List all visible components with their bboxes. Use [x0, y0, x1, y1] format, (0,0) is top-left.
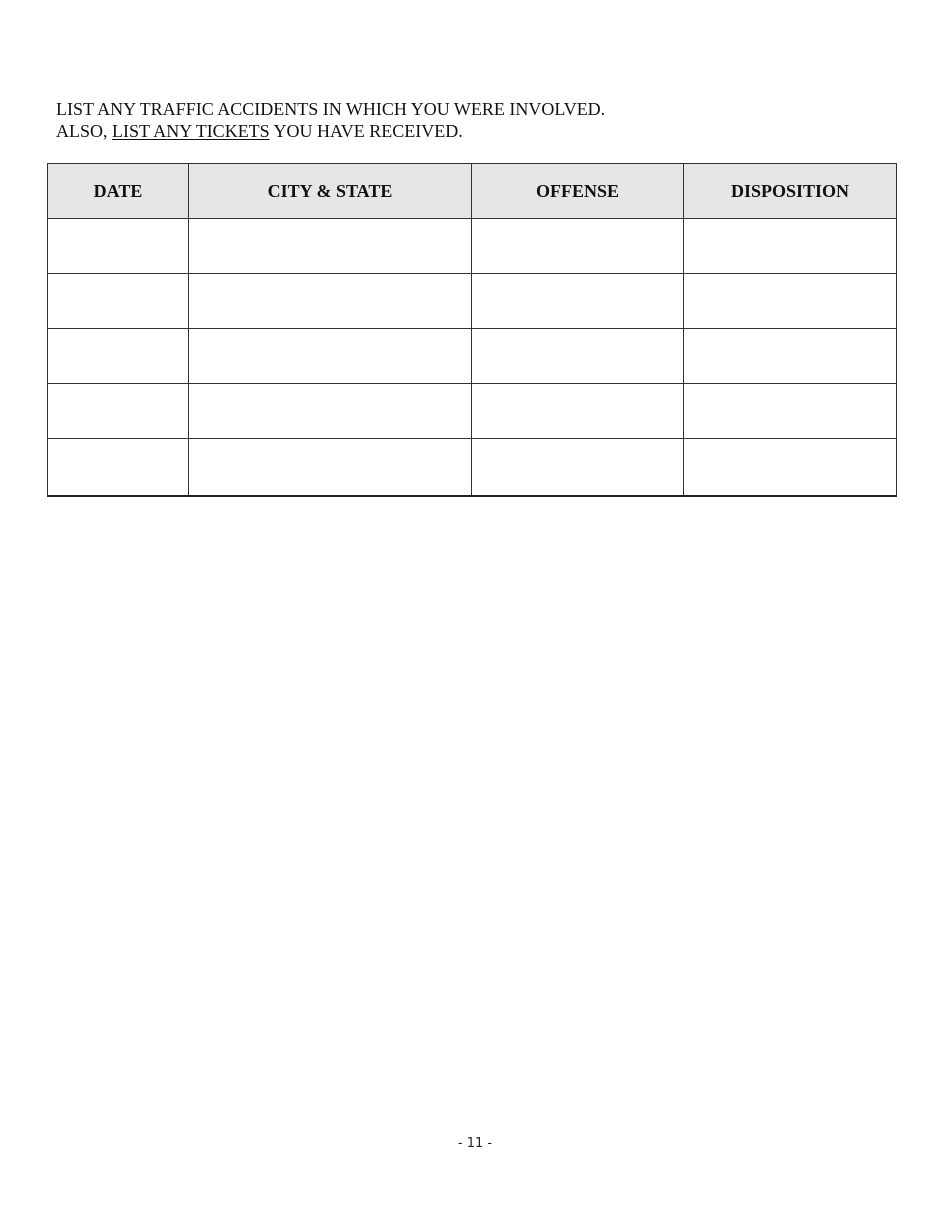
disposition-cell[interactable] [684, 439, 897, 497]
instruction-prefix: ALSO, [56, 121, 113, 141]
city-state-cell[interactable] [189, 439, 472, 497]
header-offense: OFFENSE [472, 164, 684, 219]
date-cell[interactable] [48, 274, 189, 329]
city-state-cell[interactable] [189, 274, 472, 329]
header-date: DATE [48, 164, 189, 219]
traffic-record-table [47, 163, 897, 497]
offense-cell[interactable] [472, 329, 684, 384]
date-cell[interactable] [48, 219, 189, 274]
offense-cell[interactable] [472, 274, 684, 329]
header-disposition: DISPOSITION [684, 164, 897, 219]
header-city-state: CITY & STATE [189, 164, 472, 219]
table-row [48, 329, 897, 384]
table-row [48, 219, 897, 274]
offense-cell[interactable] [472, 219, 684, 274]
disposition-cell[interactable] [684, 274, 897, 329]
date-cell[interactable] [48, 384, 189, 439]
instructions [56, 98, 605, 142]
disposition-cell[interactable] [684, 219, 897, 274]
city-state-cell[interactable] [189, 329, 472, 384]
table-row [48, 274, 897, 329]
city-state-cell[interactable] [189, 384, 472, 439]
offense-cell[interactable] [472, 384, 684, 439]
date-cell[interactable] [48, 439, 189, 497]
disposition-cell[interactable] [684, 384, 897, 439]
instruction-line-tickets [56, 120, 605, 142]
disposition-cell[interactable] [684, 329, 897, 384]
instruction-line-accidents: LIST ANY TRAFFIC ACCIDENTS IN WHICH YOU WERE INVOLVED. [56, 99, 606, 119]
page-number: - 11 - [457, 1136, 493, 1151]
table-row [48, 439, 897, 497]
table-row [48, 384, 897, 439]
instruction-underlined-phrase: LIST ANY TICKETS [112, 121, 270, 141]
instruction-suffix: YOU HAVE RECEIVED. [269, 121, 463, 141]
table-header-row [48, 164, 897, 219]
offense-cell[interactable] [472, 439, 684, 497]
city-state-cell[interactable] [189, 219, 472, 274]
date-cell[interactable] [48, 329, 189, 384]
